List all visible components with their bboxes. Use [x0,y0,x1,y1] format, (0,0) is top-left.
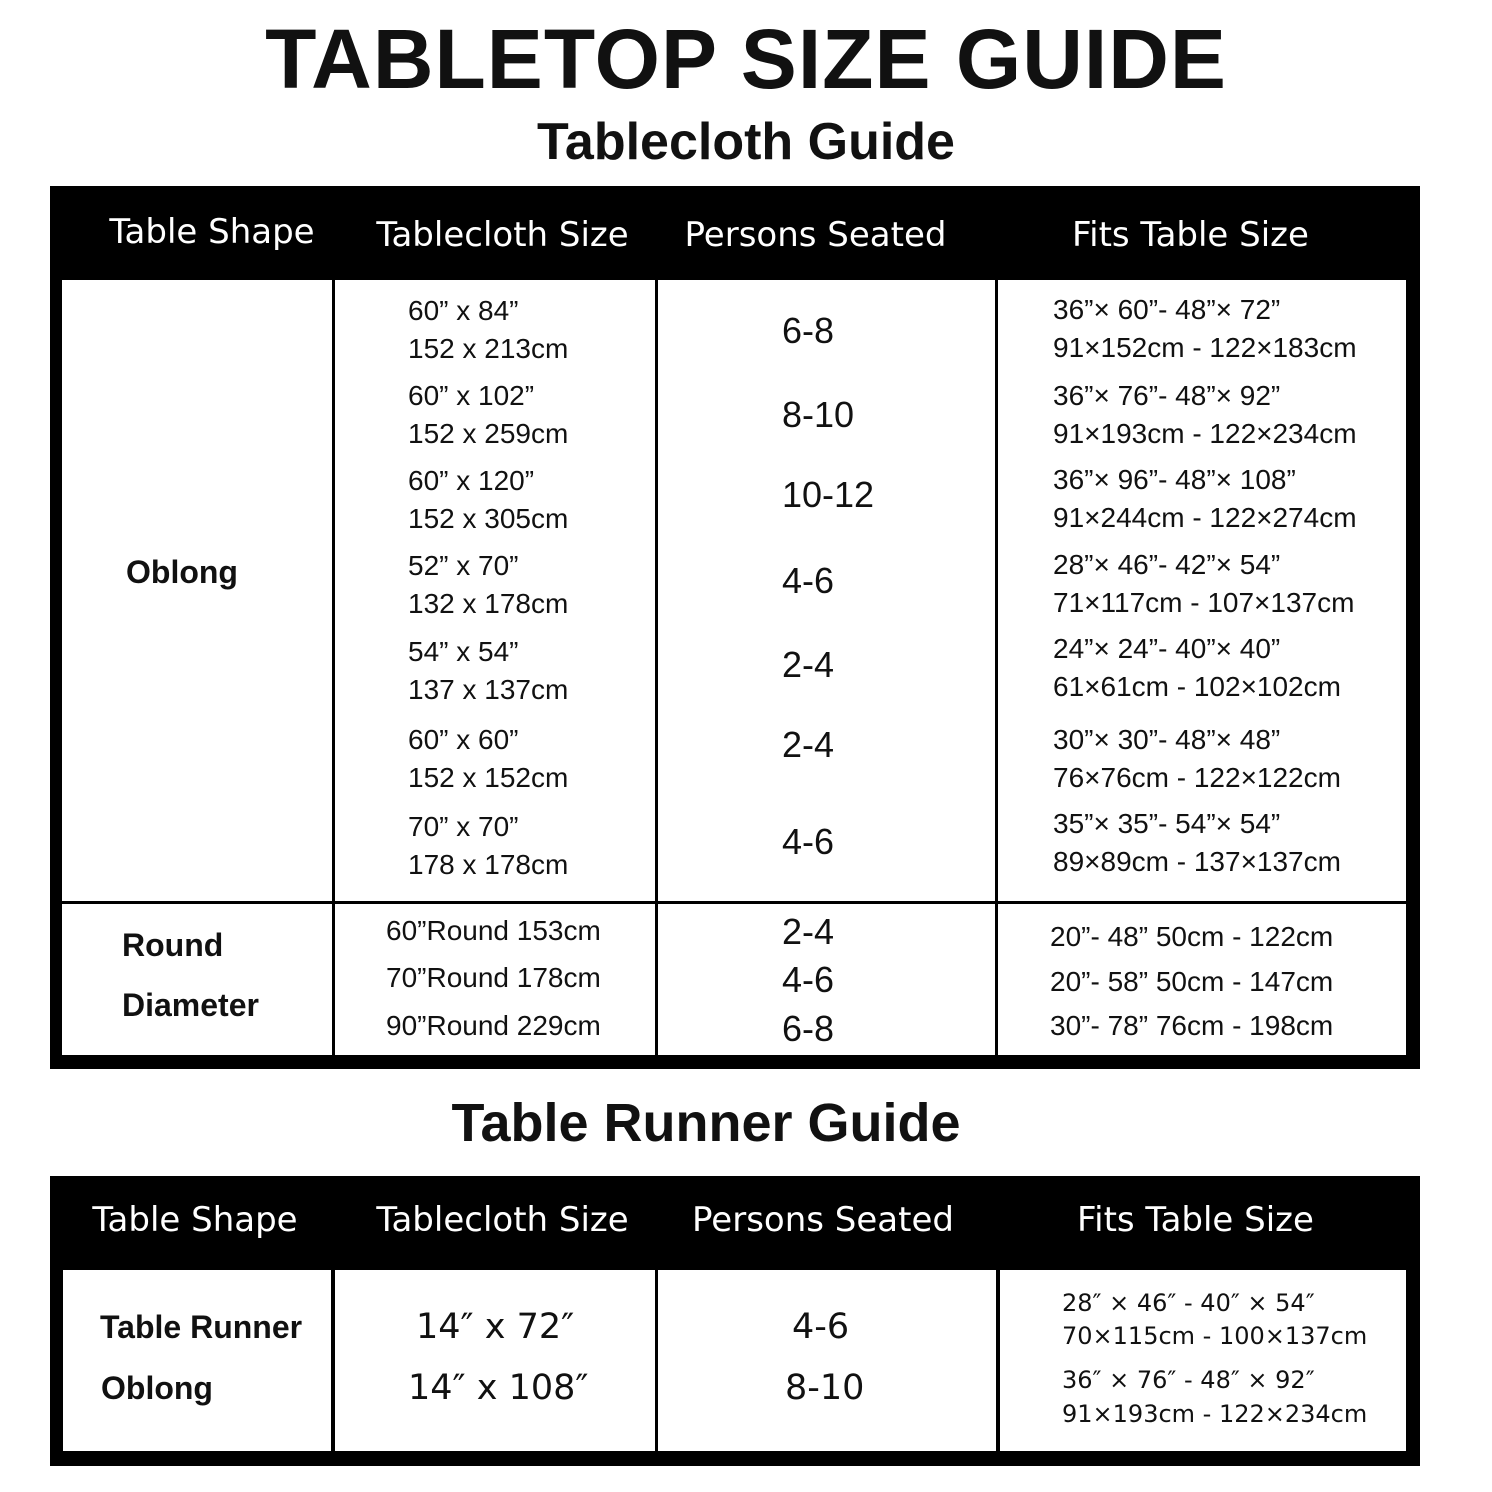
persons-seated: 2-4 [782,644,835,685]
fits-in: 35”× 35”- 54”× 54” [1053,808,1281,839]
size-in: 52” x 70” [408,550,519,581]
fits-cm: 91×193cm - 122×234cm [1053,418,1357,449]
header-table-shape: Table Shape [92,1200,298,1240]
persons-seated: 6-8 [782,310,835,351]
shape-diameter: Diameter [122,987,259,1023]
header-fits-table-size: Fits Table Size [1077,1200,1314,1240]
fits-cm: 76×76cm - 122×122cm [1053,762,1341,793]
fits-cm: 61×61cm - 102×102cm [1053,671,1341,702]
size-cm: 137 x 137cm [408,674,569,705]
size-in: 70” x 70” [408,811,519,842]
header-persons-seated: Persons Seated [684,215,947,255]
size-in: 60” x 102” [408,380,535,411]
size-cm: 152 x 259cm [408,418,569,449]
runner-persons-cell [658,1270,996,1451]
runner-fits-cm: 91×193cm - 122×234cm [1062,1400,1368,1428]
runner-size: 14″ x 72″ [416,1307,575,1347]
size-cm: 152 x 305cm [408,503,569,534]
size-in: 60” x 60” [408,724,519,755]
size-cm: 152 x 152cm [408,762,569,793]
fits-cm: 71×117cm - 107×137cm [1053,587,1355,618]
size-in: 54” x 54” [408,636,519,667]
table-runner-guide-title: Table Runner Guide [451,1093,961,1153]
header-fits-table-size: Fits Table Size [1072,215,1309,255]
round-fits: 30”- 78” 76cm - 198cm [1050,1010,1334,1041]
persons-seated: 4-6 [782,560,835,601]
runner-size: 14″ x 108″ [408,1368,589,1408]
runner-size-cell [335,1270,655,1451]
round-fits: 20”- 58” 50cm - 147cm [1050,966,1334,997]
header-tablecloth-size: Tablecloth Size [376,215,629,255]
fits-in: 36”× 60”- 48”× 72” [1053,294,1281,325]
round-size: 60”Round 153cm [386,915,601,946]
shape-round: Round [122,927,224,963]
persons-seated: 8-10 [782,394,855,435]
header-tablecloth-size: Tablecloth Size [376,1200,629,1240]
round-size: 90”Round 229cm [386,1010,601,1041]
size-cm: 152 x 213cm [408,333,569,364]
fits-in: 36”× 76”- 48”× 92” [1053,380,1281,411]
fits-in: 36”× 96”- 48”× 108” [1053,464,1296,495]
size-cm: 132 x 178cm [408,588,569,619]
fits-in: 30”× 30”- 48”× 48” [1053,724,1281,755]
round-fits: 20”- 48” 50cm - 122cm [1050,921,1334,952]
tablecloth-guide-title: Tablecloth Guide [537,113,955,171]
size-cm: 178 x 178cm [408,849,569,880]
persons-seated: 8-10 [785,1368,865,1408]
fits-cm: 91×152cm - 122×183cm [1053,332,1357,363]
fits-in: 24”× 24”- 40”× 40” [1053,633,1281,664]
runner-shape-cell [63,1270,331,1451]
header-persons-seated: Persons Seated [692,1200,954,1240]
runner-fits-in: 36″ × 76″ - 48″ × 92″ [1062,1366,1315,1394]
persons-seated: 4-6 [782,821,835,862]
size-in: 60” x 120” [408,465,535,496]
fits-cm: 89×89cm - 137×137cm [1053,846,1341,877]
persons-seated: 2-4 [782,911,835,952]
persons-seated: 2-4 [782,724,835,765]
fits-in: 28”× 46”- 42”× 54” [1053,549,1281,580]
persons-seated: 4-6 [792,1307,850,1347]
page-title: TABLETOP SIZE GUIDE [265,12,1227,106]
persons-seated: 6-8 [782,1008,835,1049]
shape-oblong: Oblong [126,554,238,590]
fits-cm: 91×244cm - 122×274cm [1053,502,1357,533]
shape-table-runner: Table Runner [100,1309,303,1345]
shape-runner-oblong: Oblong [101,1370,213,1406]
runner-fits-cm: 70×115cm - 100×137cm [1062,1322,1368,1350]
round-size: 70”Round 178cm [386,962,601,993]
runner-fits-in: 28″ × 46″ - 40″ × 54″ [1062,1289,1315,1317]
header-table-shape: Table Shape [109,212,315,252]
size-in: 60” x 84” [408,295,519,326]
persons-seated: 4-6 [782,959,835,1000]
persons-seated: 10-12 [782,474,875,515]
